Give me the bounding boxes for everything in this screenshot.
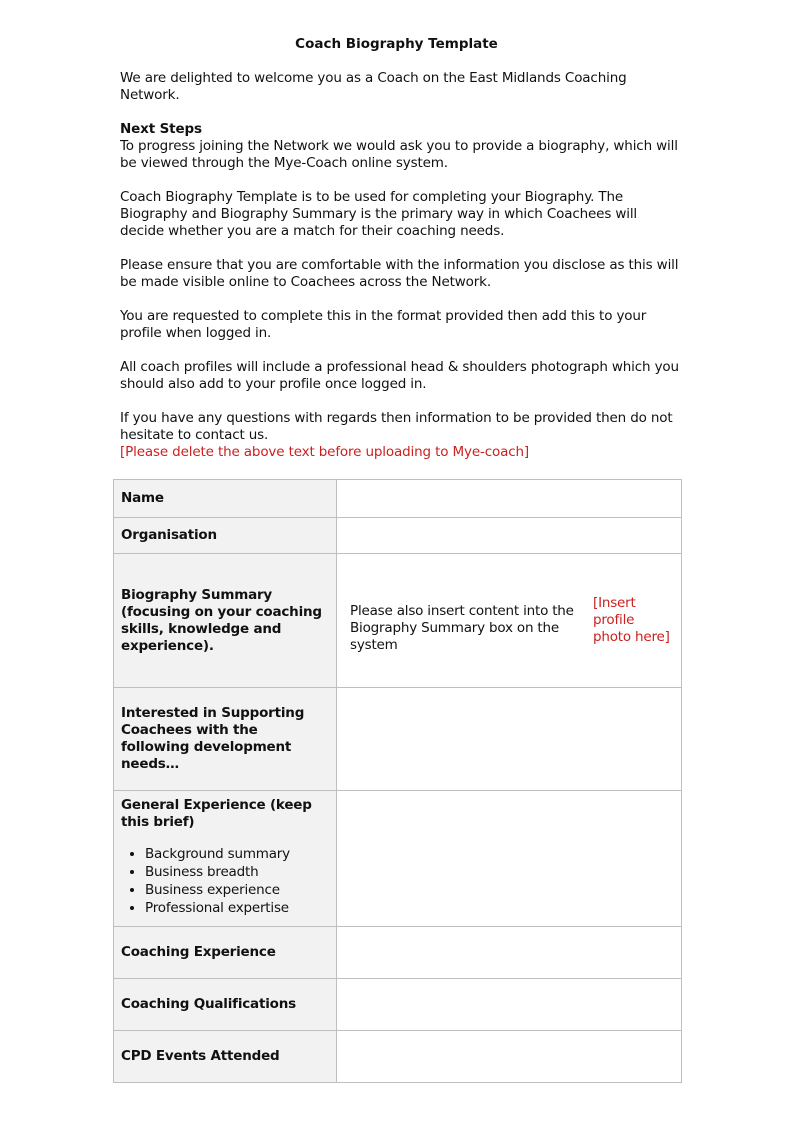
table-row bbox=[114, 1031, 682, 1083]
summary-cell bbox=[337, 554, 682, 688]
list-item: • Background summary bbox=[145, 845, 329, 863]
general-experience-list bbox=[121, 845, 329, 917]
name-label: Name bbox=[114, 480, 337, 518]
cpd-field[interactable] bbox=[337, 1031, 682, 1083]
coaching-experience-label: Coaching Experience bbox=[114, 927, 337, 979]
summary-inner bbox=[337, 554, 681, 687]
summary-note: Please also insert content into the Biography Summary box on the system bbox=[350, 603, 574, 653]
intro-text bbox=[120, 70, 680, 461]
welcome-paragraph: We are delighted to welcome you as a Coach on the East Midlands Coaching Network. bbox=[120, 70, 627, 103]
general-experience-field[interactable] bbox=[337, 791, 682, 927]
template-use-paragraph: Coach Biography Template is to be used for completing your Biography. The Biography and Biography Summary is the primary way in which Coachees will decide whether you are a match for their coaching needs. bbox=[120, 189, 638, 239]
biography-table bbox=[113, 479, 682, 1083]
photo-paragraph: All coach profiles will include a professional head & shoulders photograph which you should also add to your profile once logged in. bbox=[120, 359, 679, 392]
summary-label: Biography Summary (focusing on your coaching skills, knowledge and experience). bbox=[114, 554, 337, 688]
page-title: Coach Biography Template bbox=[295, 36, 498, 52]
table-row bbox=[114, 791, 682, 927]
comfortable-paragraph: Please ensure that you are comfortable with the information you disclose as this will be made visible online to Coachees across the Network. bbox=[120, 257, 679, 290]
table-row bbox=[114, 927, 682, 979]
table-row bbox=[114, 518, 682, 554]
next-steps-text: To progress joining the Network we would ask you to provide a biography, which will be viewed through the Mye-Coach online system. bbox=[120, 138, 678, 171]
organisation-field[interactable] bbox=[337, 518, 682, 554]
summary-field[interactable] bbox=[337, 554, 585, 687]
table-row bbox=[114, 554, 682, 688]
interested-label: Interested in Supporting Coachees with the following development needs… bbox=[114, 688, 337, 791]
name-field[interactable] bbox=[337, 480, 682, 518]
photo-placeholder[interactable]: [Insert profile photo here] bbox=[593, 595, 670, 645]
list-item: • Business experience bbox=[145, 881, 329, 899]
general-experience-label: General Experience (keep this brief) bbox=[121, 797, 312, 830]
questions-paragraph: If you have any questions with regards then information to be provided then do not hesitate to contact us. bbox=[120, 410, 673, 443]
coaching-qualifications-field[interactable] bbox=[337, 979, 682, 1031]
next-steps-paragraph bbox=[120, 121, 680, 172]
cpd-label: CPD Events Attended bbox=[114, 1031, 337, 1083]
coaching-qualifications-label: Coaching Qualifications bbox=[114, 979, 337, 1031]
organisation-label: Organisation bbox=[114, 518, 337, 554]
delete-note: [Please delete the above text before uploading to Mye-coach] bbox=[120, 444, 529, 460]
interested-field[interactable] bbox=[337, 688, 682, 791]
table-row bbox=[114, 480, 682, 518]
list-item: • Professional expertise bbox=[145, 899, 329, 917]
coaching-experience-field[interactable] bbox=[337, 927, 682, 979]
general-experience-cell bbox=[114, 791, 337, 927]
table-row bbox=[114, 979, 682, 1031]
list-item: • Business breadth bbox=[145, 863, 329, 881]
table-row bbox=[114, 688, 682, 791]
format-paragraph: You are requested to complete this in the format provided then add this to your profile when logged in. bbox=[120, 308, 647, 341]
next-steps-heading: Next Steps bbox=[120, 121, 202, 137]
